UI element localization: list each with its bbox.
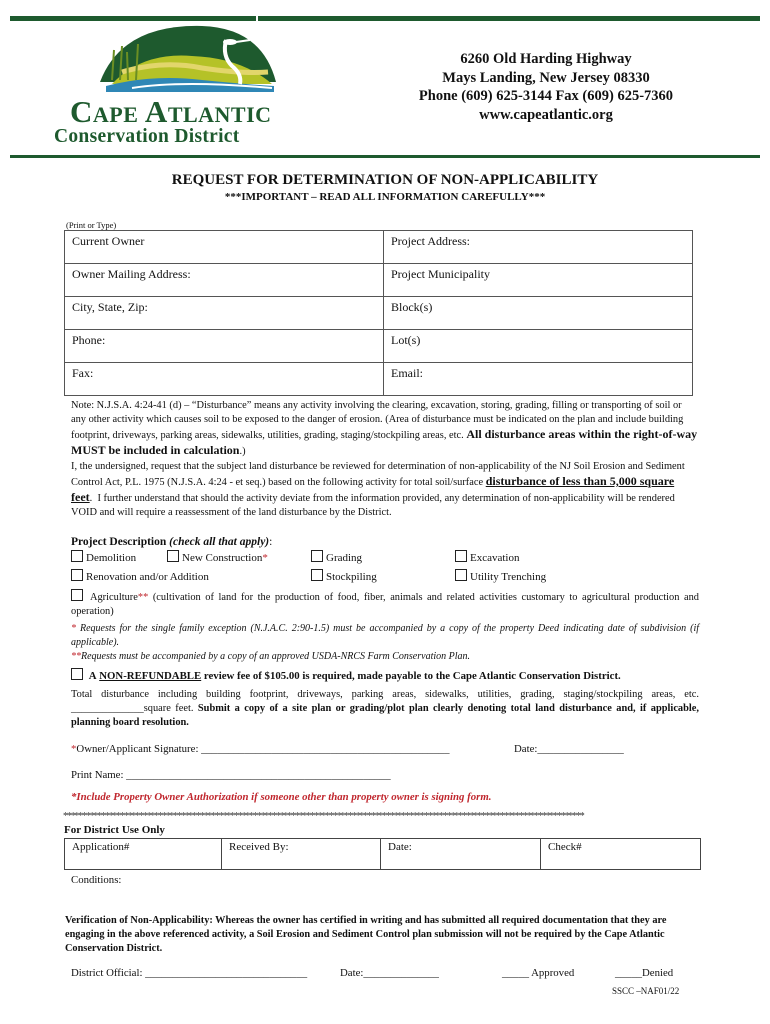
note-text: Note: N.J.S.A. 4:24-41 (d) – “Disturbance” means any activity involving the clearing, excavation, storing, grading, filling or transporting of soil or any other activity which causes soil to be exposed to the danger of erosion. (Area of disturbance must be indicated on the plan and include building footprint, driveways, parking areas, sidewalks, utilities, grading, staging/stockpiling areas, etc. bbox=[71, 400, 684, 441]
org-phone-fax: Phone (609) 625-3144 Fax (609) 625-7360 bbox=[418, 88, 674, 104]
district-date-field[interactable]: Date: bbox=[381, 839, 541, 870]
grading-option[interactable] bbox=[311, 550, 362, 564]
demolition-label: Demolition bbox=[86, 552, 137, 564]
received-by-field[interactable]: Received By: bbox=[222, 839, 381, 870]
table-row bbox=[65, 330, 693, 363]
utility-trenching-checkbox[interactable] bbox=[455, 569, 467, 581]
owner-project-table bbox=[64, 230, 693, 396]
form-code: SSCC –NAF01/22 bbox=[612, 986, 680, 996]
total-bold: Submit a copy of a site plan or grading/plot plan clearly denoting total land disturbance and, if applicable, planning board resolution. bbox=[71, 703, 699, 728]
new-construction-star: * bbox=[262, 552, 268, 564]
project-desc-label: Project Description bbox=[71, 536, 167, 548]
logo bbox=[92, 22, 282, 94]
new-construction-checkbox[interactable] bbox=[167, 550, 179, 562]
form-title: REQUEST FOR DETERMINATION OF NON-APPLICABILITY bbox=[171, 172, 599, 188]
grading-checkbox[interactable] bbox=[311, 550, 323, 562]
note-bold: All disturbance areas within the right-of-way MUST be included in calculation bbox=[71, 427, 698, 457]
total-disturbance-paragraph bbox=[71, 688, 699, 730]
fax-field[interactable]: Fax: bbox=[65, 363, 384, 396]
form-subtitle: ***IMPORTANT – READ ALL INFORMATION CAREFULLY*** bbox=[224, 191, 546, 203]
signature-star: * bbox=[71, 743, 77, 755]
header-bottom-bar bbox=[10, 155, 760, 158]
agriculture-star: ** bbox=[137, 592, 149, 603]
owner-mailing-address-field[interactable]: Owner Mailing Address: bbox=[65, 264, 384, 297]
print-hint: (Print or Type) bbox=[66, 220, 117, 230]
logo-graphic-icon bbox=[92, 22, 282, 94]
district-use-table bbox=[64, 838, 701, 870]
signature-date[interactable]: Date:________________ bbox=[514, 743, 624, 755]
agriculture-option[interactable] bbox=[71, 589, 699, 619]
phone-field[interactable]: Phone: bbox=[65, 330, 384, 363]
check-number-field[interactable]: Check# bbox=[541, 839, 701, 870]
grading-label: Grading bbox=[326, 552, 363, 564]
demolition-checkbox[interactable] bbox=[71, 550, 83, 562]
divider: ***************************************************************************************************************************************** bbox=[63, 811, 584, 822]
utility-trenching-option[interactable] bbox=[455, 569, 546, 583]
conditions-label: Conditions: bbox=[71, 874, 122, 886]
email-field[interactable]: Email: bbox=[384, 363, 693, 396]
footnote-usda: **Requests must be accompanied by a copy of an approved USDA-NRCS Farm Conservation Plan. bbox=[71, 651, 471, 662]
disturbance-note bbox=[71, 399, 699, 459]
org-name-line1: Cape Atlantic bbox=[70, 94, 272, 129]
footnote-single-family: * Requests for the single family exception (N.J.A.C. 2:90-1.5) must be accompanied by a copy of the property Deed indicating date of subdivision (if applicable). bbox=[71, 623, 699, 648]
block-field[interactable]: Block(s) bbox=[384, 297, 693, 330]
fee-line bbox=[71, 668, 699, 683]
header-top-bar-right bbox=[258, 16, 760, 21]
district-heading: For District Use Only bbox=[64, 824, 165, 836]
utility-trenching-label: Utility Trenching bbox=[470, 571, 547, 583]
new-construction-option[interactable] bbox=[167, 550, 268, 564]
district-official-line[interactable]: District Official: ______________________________ bbox=[71, 967, 308, 979]
fee-a: A bbox=[88, 670, 97, 682]
project-description-heading: Project Description (check all that apply): bbox=[71, 536, 273, 548]
approved-option[interactable]: _____ Approved bbox=[502, 967, 575, 979]
note-end: .) bbox=[239, 446, 246, 457]
verification-paragraph: Verification of Non-Applicability: Whereas the owner has certified in writing and has submitted all required documentation that they are engaging in the above referenced activity, a Soil Erosion and Sediment Control plan submission will not be required by the Cape Atlantic Conservation District. bbox=[65, 915, 667, 954]
excavation-option[interactable] bbox=[455, 550, 519, 564]
print-name-line[interactable]: Print Name: _________________________________________________ bbox=[71, 769, 391, 781]
signature-line[interactable] bbox=[71, 743, 449, 755]
fee-checkbox[interactable] bbox=[71, 668, 83, 680]
excavation-label: Excavation bbox=[470, 552, 520, 564]
project-municipality-field[interactable]: Project Municipality bbox=[384, 264, 693, 297]
org-street: 6260 Old Harding Highway bbox=[460, 51, 632, 67]
stockpiling-label: Stockpiling bbox=[326, 571, 377, 583]
project-address-field[interactable]: Project Address: bbox=[384, 231, 693, 264]
authorization-note: *Include Property Owner Authorization if someone other than property owner is signing form. bbox=[71, 791, 492, 803]
stockpiling-checkbox[interactable] bbox=[311, 569, 323, 581]
org-name-line2: Conservation District bbox=[54, 126, 240, 147]
request-text1: I, the undersigned, request that the subject land disturbance be reviewed for determination of non-applicability of the NJ Soil Erosion and Sediment Control Act, P.L. 1975 (N.J.S.A. 4:24 - et seq.) based on the following activity for total soil/surface bbox=[71, 461, 685, 488]
new-construction-label: New Construction bbox=[182, 552, 263, 564]
lot-field[interactable]: Lot(s) bbox=[384, 330, 693, 363]
org-address-block bbox=[396, 50, 696, 124]
table-row bbox=[65, 839, 701, 870]
city-state-zip-field[interactable]: City, State, Zip: bbox=[65, 297, 384, 330]
excavation-checkbox[interactable] bbox=[455, 550, 467, 562]
application-number-field[interactable]: Application# bbox=[65, 839, 222, 870]
fee-nonrefundable: NON-REFUNDABLE bbox=[99, 670, 202, 682]
footnote1-text: Requests for the single family exception (N.J.A.C. 2:90-1.5) must be accompanied by a copy of the property Deed indicating date of subdivision (if applicable). bbox=[71, 623, 699, 648]
agriculture-checkbox[interactable] bbox=[71, 589, 83, 601]
total-text: Total disturbance including building footprint, driveways, parking areas, sidewalks, utilities, grading, staging/stockpiling areas, etc. ______________square feet. bbox=[71, 689, 699, 714]
official-date-line[interactable]: Date:______________ bbox=[340, 967, 439, 979]
footnote2-text: Requests must be accompanied by a copy of an approved USDA-NRCS Farm Conservation Plan. bbox=[81, 651, 471, 662]
current-owner-field[interactable]: Current Owner bbox=[65, 231, 384, 264]
table-row bbox=[65, 363, 693, 396]
request-text2: I further understand that should the activity deviate from the information provided, any determination of non-applicability will be rendered VOID and will require a reassessment of the land disturbance by the District. bbox=[71, 493, 675, 518]
org-city: Mays Landing, New Jersey 08330 bbox=[442, 69, 650, 86]
header-top-bar-left bbox=[10, 16, 256, 21]
fee-text: review fee of $105.00 is required, made payable to the Cape Atlantic Conservation District. bbox=[203, 670, 621, 682]
signature-label: Owner/Applicant Signature: ______________________________________________ bbox=[76, 743, 450, 755]
renovation-label: Renovation and/or Addition bbox=[86, 571, 209, 583]
table-row bbox=[65, 264, 693, 297]
demolition-option[interactable] bbox=[71, 550, 136, 564]
project-desc-hint: (check all that apply) bbox=[169, 536, 270, 548]
table-row bbox=[65, 297, 693, 330]
org-website[interactable]: www.capeatlantic.org bbox=[479, 106, 613, 123]
agriculture-label: Agriculture bbox=[89, 592, 138, 603]
request-paragraph: I, the undersigned, request that the subject land disturbance be reviewed for determination of non-applicability of the NJ Soil Erosion and Sediment Control Act, P.L. 1975 (N.J.S.A. 4:24 - et seq.) based on the following activity for total soil/surface disturbance of less than 5,000 square feet. I further understand that should the activity deviate from the information provided, any determination of non-applicability will be rendered VOID and will require a reassessment of the land disturbance by the District. bbox=[71, 461, 685, 518]
renovation-checkbox[interactable] bbox=[71, 569, 83, 581]
denied-option[interactable]: _____Denied bbox=[615, 967, 674, 979]
agriculture-desc: (cultivation of land for the production of food, fiber, animals and related activities customary to agricultural production and operation) bbox=[71, 592, 699, 617]
stockpiling-option[interactable] bbox=[311, 569, 377, 583]
renovation-option[interactable] bbox=[71, 569, 209, 583]
request-bold: disturbance of less than 5,000 square feet bbox=[71, 474, 675, 504]
table-row bbox=[65, 231, 693, 264]
